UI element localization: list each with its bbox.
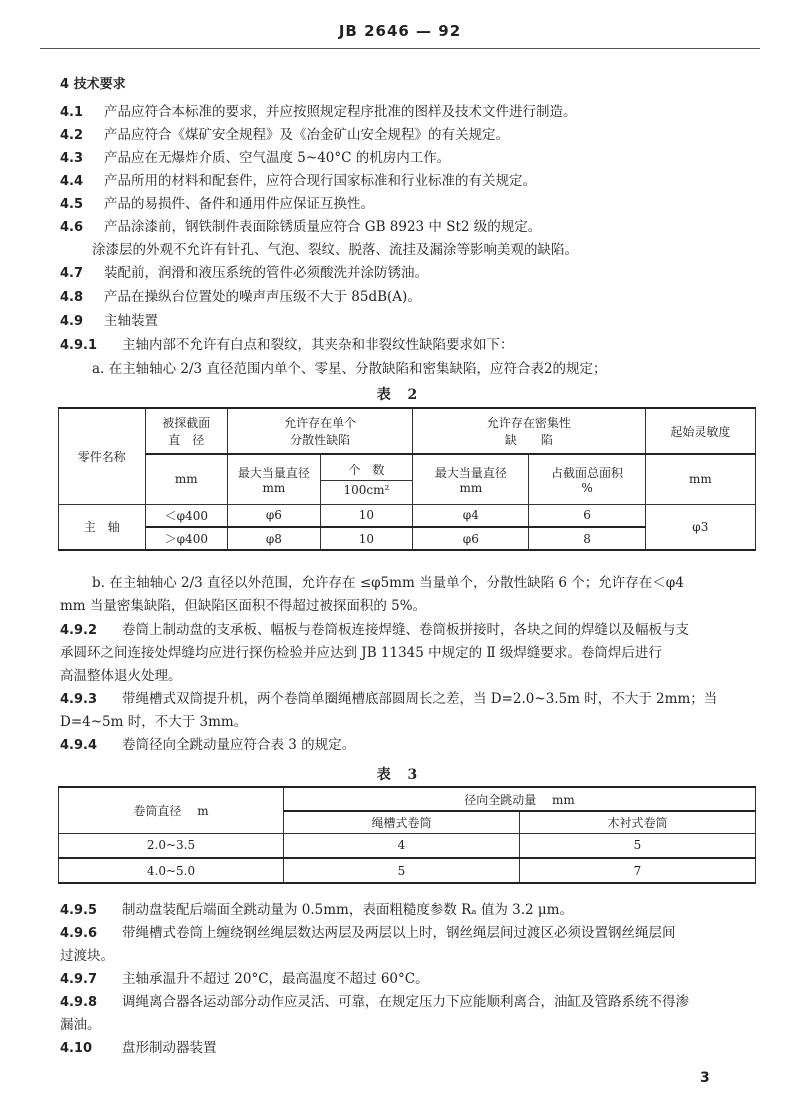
clause-4-9-5: 4.9.5 制动盘装配后端面全跳动量为 0.5mm，表面粗糙度参数 Rₐ 值为 3.2 μm。 (60, 902, 573, 918)
t2-r2-sect: ＞φ400 (145, 527, 228, 550)
section-heading: 4 技术要求 (60, 77, 126, 92)
t2-r1-sect: ＜φ400 (145, 504, 228, 527)
t2-r2-cnt: 10 (320, 527, 413, 550)
t2-r1-cnt: 10 (320, 504, 413, 527)
t3-r2-g: 5 (284, 858, 520, 883)
t2-u-mm1: mm (145, 454, 228, 504)
clause-4-7: 4.7 装配前，润滑和液压系统的管件必须酸洗并涂防锈油。 (60, 265, 428, 281)
table-3 (58, 786, 756, 884)
t2-u-count: 个 数 100cm² (320, 454, 413, 504)
clause-b-2: mm 当量密集缺陷，但缺陷区面积不得超过被探面积的 5%。 (60, 598, 427, 614)
t2-r2-area: 8 (529, 527, 645, 550)
clause-4-9: 4.9 主轴装置 (60, 313, 158, 329)
clause-4-8: 4.8 产品在操纵台位置处的噪声声压级不大于 85dB(A)。 (60, 289, 421, 305)
clause-4-10: 4.10 盘形制动器装置 (60, 1040, 217, 1056)
t3-h-diam: 卷筒直径 m (59, 787, 284, 833)
t3-r2-w: 7 (520, 858, 756, 883)
clause-4-4: 4.4 产品所用的材料和配套件，应符合现行国家标准和行业标准的有关规定。 (60, 173, 536, 189)
t3-h-groove: 绳槽式卷筒 (284, 811, 520, 833)
clause-4-9-3-l2: D=4~5m 时，不大于 3mm。 (60, 714, 248, 730)
table2-caption: 表 2 (376, 387, 424, 403)
clause-4-9-1: 4.9.1 主轴内部不允许有白点和裂纹，其夹杂和非裂纹性缺陷要求如下： (60, 337, 514, 353)
clause-b-1: b. 在主轴轴心 2/3 直径以外范围，允许存在 ≤φ5mm 当量单个，分散性缺陷 6 个；允许存在＜φ4 (92, 575, 684, 591)
clause-4-9-7: 4.9.7 主轴承温升不超过 20°C，最高温度不超过 60°C。 (60, 971, 429, 987)
clause-4-5: 4.5 产品的易损件、备件和通用件应保证互换性。 (60, 196, 374, 212)
t2-r2-d2: φ6 (413, 527, 529, 550)
t3-r2-d: 4.0~5.0 (59, 858, 284, 883)
clause-4-9-8: 4.9.8 调绳离合器各运动部分动作应灵活、可靠，在规定压力下应能顺利离合，油缸及管路系统不得渗 (60, 994, 689, 1010)
t2-r1-d2: φ4 (413, 504, 529, 527)
clause-4-6-cont: 涂漆层的外观不允许有针孔、气泡、裂纹、脱落、流挂及漏涂等影响美观的缺陷。 (92, 242, 578, 258)
clause-4-9-3: 4.9.3 带绳槽式双筒提升机，两个卷筒单圈绳槽底部圆周长之差，当 D=2.0~3.5m 时，不大于 2mm；当 (60, 691, 718, 707)
clause-4-9-2-l2: 承圆环之间连接处焊缝均应进行探伤检验并应达到 JB 11345 中规定的 Ⅱ 级焊缝要求。卷筒焊后进行 (60, 645, 662, 661)
clause-4-6: 4.6 产品涂漆前，钢铁制件表面除锈质量应符合 GB 8923 中 St2 级的规定。 (60, 219, 542, 235)
t2-part: 主 轴 (59, 504, 146, 550)
t2-h-sect: 被探截面 直 径 (145, 408, 228, 454)
t2-u-area: 占截面总面积 % (529, 454, 645, 504)
page-number: 3 (700, 1070, 710, 1086)
clause-4-9-2: 4.9.2 卷筒上制动盘的支承板、幅板与卷筒板连接焊缝、卷筒板拼接时，各块之间的焊缝以及幅板与支 (60, 622, 689, 638)
t3-h-runout: 径向全跳动量 mm (284, 787, 756, 811)
t2-h-dense: 允许存在密集性 缺 陷 (413, 408, 645, 454)
t2-h-part: 零件名称 (59, 408, 146, 504)
clause-4-9-6: 4.9.6 带绳槽式卷筒上缠绕钢丝绳层数达两层及两层以上时，钢丝绳层间过渡区必须设置钢丝绳层间 (60, 925, 676, 941)
clause-a: a. 在主轴轴心 2/3 直径范围内单个、零星、分散缺陷和密集缺陷，应符合表2的规定； (92, 361, 607, 377)
clause-4-2: 4.2 产品应符合《煤矿安全规程》及《冶金矿山安全规程》的有关规定。 (60, 127, 509, 143)
t2-r1-d1: φ6 (228, 504, 320, 527)
t2-r1-area: 6 (529, 504, 645, 527)
t2-sens: φ3 (645, 504, 755, 550)
t2-h-single: 允许存在单个 分散性缺陷 (228, 408, 413, 454)
t2-h-sens: 起始灵敏度 (645, 408, 755, 454)
clause-4-9-8-l2: 漏油。 (60, 1017, 101, 1033)
clause-4-9-2-l3: 高温整体退火处理。 (60, 668, 182, 684)
t3-h-wood: 木衬式卷筒 (520, 811, 756, 833)
t2-u-mm4: mm (645, 454, 755, 504)
t2-u-maxd2: 最大当量直径 mm (413, 454, 529, 504)
clause-4-1: 4.1 产品应符合本标准的要求，并应按照规定程序批准的图样及技术文件进行制造。 (60, 104, 577, 120)
table-2 (58, 407, 756, 551)
t2-u-maxd1: 最大当量直径 mm (228, 454, 320, 504)
table3-caption: 表 3 (376, 767, 424, 783)
t3-r1-g: 4 (284, 833, 520, 858)
t3-r1-w: 5 (520, 833, 756, 858)
t2-r2-d1: φ8 (228, 527, 320, 550)
header-rule (40, 48, 760, 49)
document-header: JB 2646 — 92 (338, 22, 462, 40)
clause-4-9-6-l2: 过渡块。 (60, 948, 114, 964)
clause-4-9-4: 4.9.4 卷筒径向全跳动量应符合表 3 的规定。 (60, 737, 356, 753)
t3-r1-d: 2.0~3.5 (59, 833, 284, 858)
clause-4-3: 4.3 产品应在无爆炸介质、空气温度 5~40°C 的机房内工作。 (60, 150, 451, 166)
